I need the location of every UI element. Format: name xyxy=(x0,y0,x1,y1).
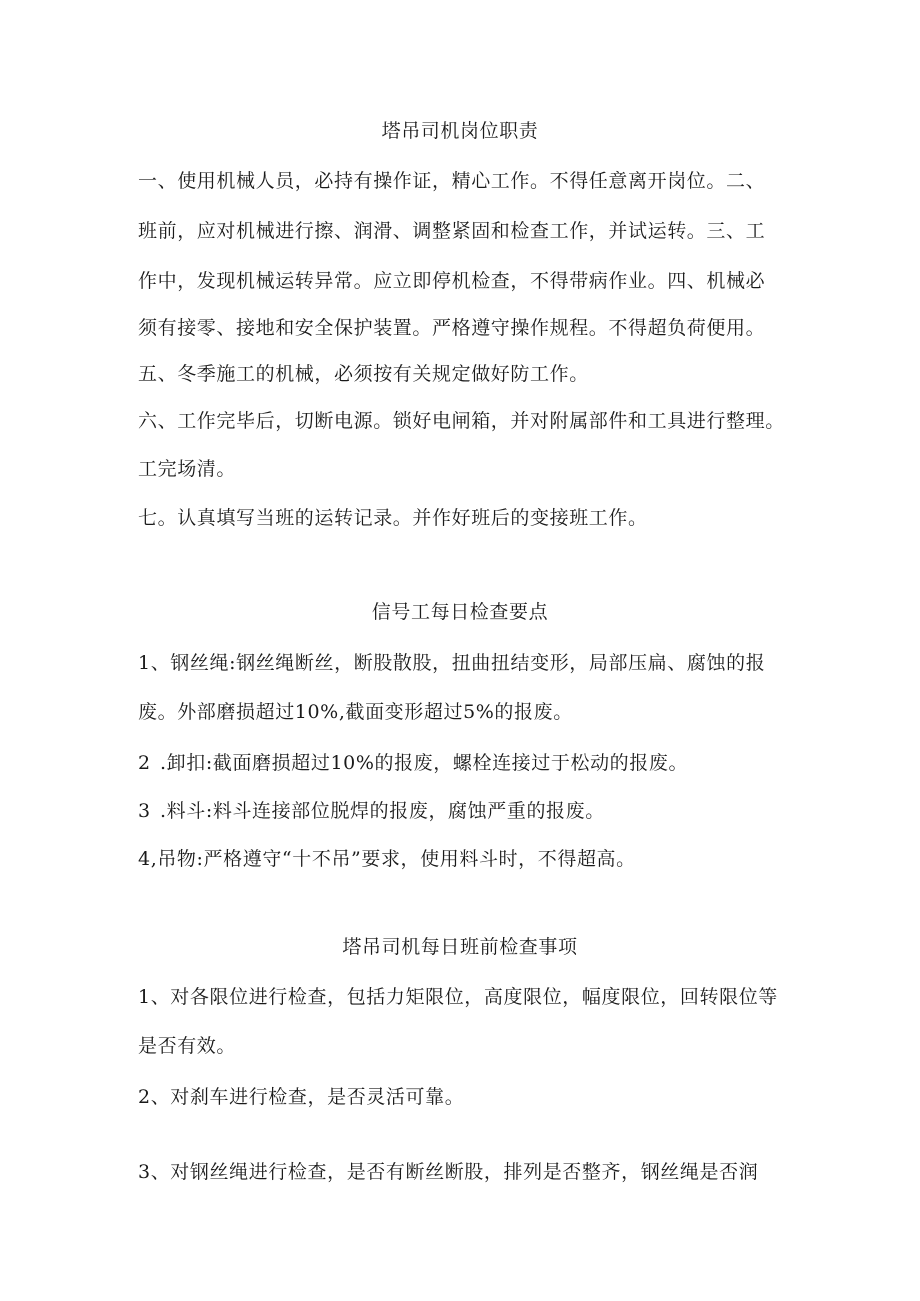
list-item: 3、对钢丝绳进行检查，是否有断丝断股，排列是否整齐，钢丝绳是否润 xyxy=(138,1161,759,1183)
list-item-text: .料斗:料斗连接部位脱焊的报废，腐蚀严重的报废。 xyxy=(160,800,605,822)
list-item: 1、钢丝绳:钢丝绳断丝，断股散股，扭曲扭结变形，局部压扁、腐蚀的报 xyxy=(138,652,766,674)
list-item-text: .卸扣:截面磨损超过10%的报废，螺栓连接过于松动的报废。 xyxy=(160,752,689,774)
section-title-signalman-checks: 信号工每日检查要点 xyxy=(371,601,549,623)
paragraph-line: 七。认真填写当班的运转记录。并作好班后的变接班工作。 xyxy=(138,507,648,529)
list-item: 2、对刹车进行检查，是否灵活可靠。 xyxy=(138,1086,465,1108)
paragraph-line: 一、使用机械人员，必持有操作证，精心工作。不得任意离开岗位。二、 xyxy=(138,170,766,192)
list-item xyxy=(138,799,605,823)
paragraph-line: 班前，应对机械进行擦、润滑、调整紧固和检查工作，并试运转。三、工 xyxy=(138,220,766,242)
list-item xyxy=(138,751,688,775)
paragraph-line: 工完场清。 xyxy=(138,458,237,480)
list-item-continuation: 是否有效。 xyxy=(138,1035,237,1057)
paragraph-line: 作中，发现机械运转异常。应立即停机检查，不得带病作业。四、机械必 xyxy=(138,270,766,292)
paragraph-line: 六、工作完毕后，切断电源。锁好电闸箱，并对附属部件和工具进行整理。 xyxy=(138,410,785,432)
list-item: 1、对各限位进行检查，包括力矩限位，高度限位，幅度限位，回转限位等 xyxy=(138,986,778,1008)
list-item-number: 3 xyxy=(138,800,151,822)
paragraph-line: 五、冬季施工的机械，必须按有关规定做好防工作。 xyxy=(138,363,589,385)
list-item-continuation: 废。外部磨损超过10%,截面变形超过5%的报废。 xyxy=(138,701,573,723)
list-item: 4,吊物:严格遵守“十不吊”要求，使用料斗时，不得超高。 xyxy=(138,848,636,870)
section-title-pre-shift-checks: 塔吊司机每日班前检查事项 xyxy=(342,936,578,958)
section-title-tower-crane-duties: 塔吊司机岗位职责 xyxy=(381,120,539,142)
paragraph-line: 须有接零、接地和安全保护装置。严格遵守操作规程。不得超负荷便用。 xyxy=(138,317,766,339)
list-item-number: 2 xyxy=(138,752,151,774)
